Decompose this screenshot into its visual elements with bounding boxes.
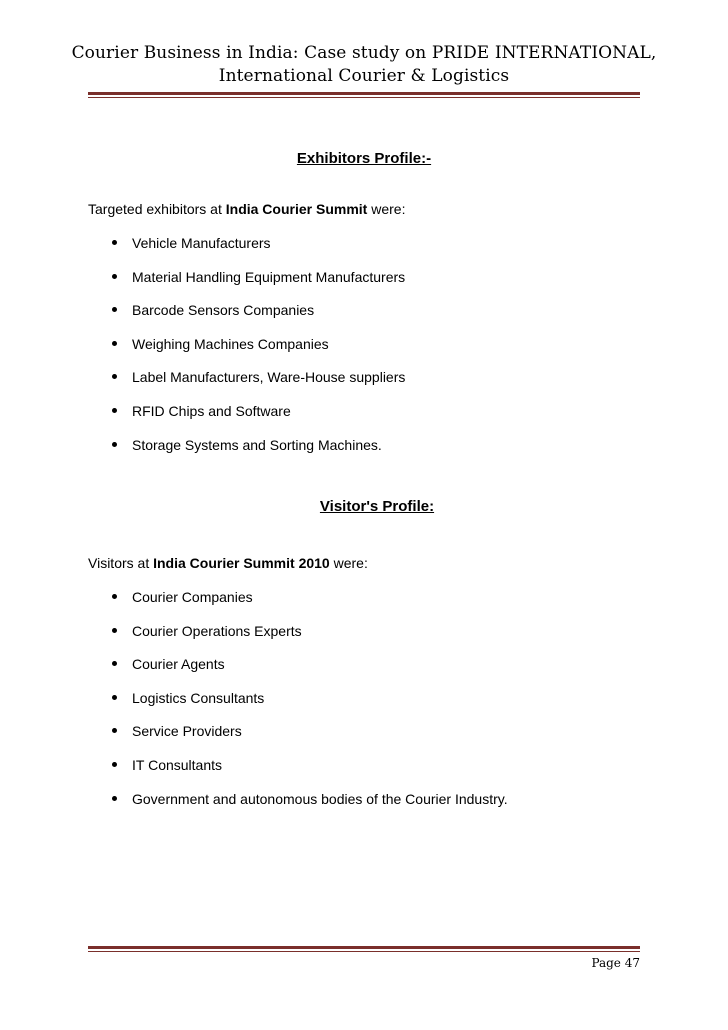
header-rule-thick: [88, 92, 640, 95]
bullet-icon: [112, 628, 117, 633]
list-item-text: Label Manufacturers, Ware-House suppliers: [132, 369, 406, 386]
bullet-icon: [112, 274, 117, 279]
bullet-icon: [112, 408, 117, 413]
list-item-text: Logistics Consultants: [132, 689, 265, 706]
exhibitors-intro-suffix: were:: [367, 201, 406, 217]
list-item-text: Material Handling Equipment Manufacturers: [132, 268, 406, 285]
page-number: Page 47: [591, 956, 640, 970]
bullet-icon: [112, 728, 117, 733]
list-item-text: Courier Companies: [132, 589, 253, 605]
footer-rule-thin: [88, 951, 640, 952]
header-line-2: International Courier & Logistics: [218, 66, 510, 86]
bullet-icon: [112, 374, 117, 379]
exhibitors-heading: Exhibitors Profile:-: [296, 150, 432, 167]
header-line-1: Courier Business in India: Case study on PRIDE INTERNATIONAL,: [71, 43, 657, 63]
exhibitors-intro: [88, 201, 405, 217]
list-item-text: Service Providers: [132, 723, 242, 740]
exhibitors-intro-prefix: Targeted exhibitors at: [88, 201, 226, 217]
visitors-heading: Visitor's Profile:: [319, 498, 435, 515]
visitors-intro-suffix: were:: [329, 555, 368, 571]
bullet-icon: [112, 307, 117, 312]
visitors-intro-event: India Courier Summit 2010: [153, 555, 330, 571]
bullet-icon: [112, 695, 117, 700]
bullet-icon: [112, 442, 117, 447]
bullet-icon: [112, 762, 117, 767]
header-rule-thin: [88, 97, 640, 98]
list-item-text: Vehicle Manufacturers: [132, 235, 271, 251]
list-item-text: Courier Agents: [132, 656, 225, 673]
bullet-icon: [112, 341, 117, 346]
bullet-icon: [112, 594, 117, 599]
list-item-text: Storage Systems and Sorting Machines.: [132, 436, 382, 453]
list-item-text: Government and autonomous bodies of the Courier Industry.: [132, 790, 508, 807]
bullet-icon: [112, 240, 117, 245]
list-item-text: Courier Operations Experts: [132, 622, 302, 639]
list-item-text: IT Consultants: [132, 756, 223, 773]
list-item-text: Barcode Sensors Companies: [132, 302, 315, 319]
list-item-text: RFID Chips and Software: [132, 402, 291, 419]
list-item-text: Weighing Machines Companies: [132, 335, 329, 352]
bullet-icon: [112, 661, 117, 666]
visitors-intro-prefix: Visitors at: [88, 555, 154, 571]
visitors-intro: [88, 555, 368, 571]
page-header: [60, 42, 668, 88]
footer-rule-thick: [88, 946, 640, 949]
bullet-icon: [112, 796, 117, 801]
exhibitors-intro-event: India Courier Summit: [225, 201, 368, 217]
